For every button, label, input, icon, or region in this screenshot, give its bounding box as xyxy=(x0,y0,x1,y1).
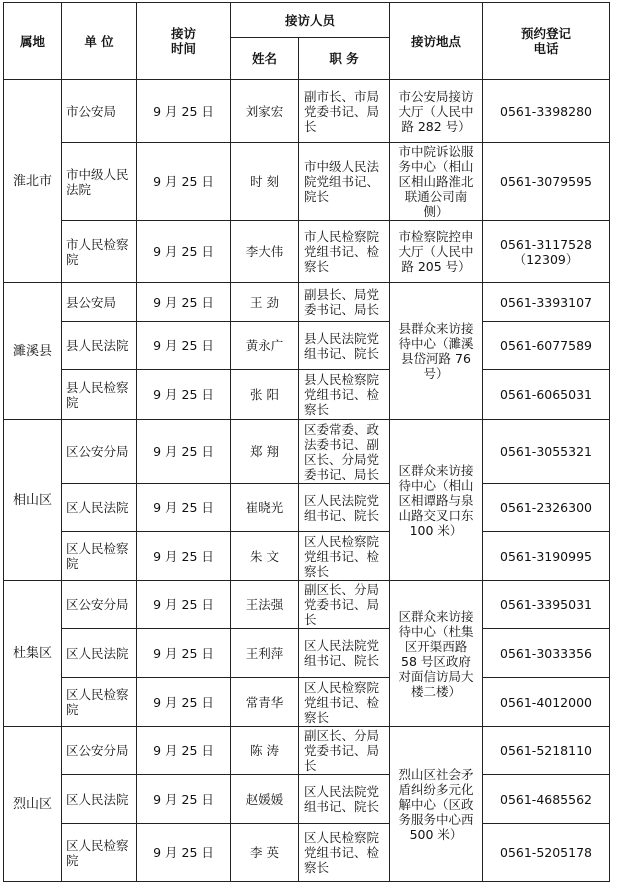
position-cell: 副县长、局党委书记、局长 xyxy=(299,283,390,322)
phone-cell: 0561-5205178 xyxy=(483,824,610,882)
person-cell: 赵媛媛 xyxy=(231,775,299,824)
table-row xyxy=(4,283,610,322)
unit-cell: 县公安局 xyxy=(62,283,137,322)
unit-cell: 县人民法院 xyxy=(62,322,137,370)
phone-cell: 0561-3190995 xyxy=(483,532,610,581)
position-cell: 市人民检察院党组书记、检察长 xyxy=(299,221,390,283)
table-row xyxy=(4,80,610,143)
time-cell: 9 月 25 日 xyxy=(137,775,231,824)
person-cell: 常青华 xyxy=(231,678,299,727)
person-cell: 王利萍 xyxy=(231,629,299,678)
person-cell: 郑 翔 xyxy=(231,420,299,484)
position-cell: 区人民检察院党组书记、检察长 xyxy=(299,678,390,727)
position-cell: 县人民法院党组书记、院长 xyxy=(299,322,390,370)
time-cell: 9 月 25 日 xyxy=(137,678,231,727)
header-phone: 预约登记 电话 xyxy=(483,3,610,80)
unit-cell: 区人民法院 xyxy=(62,629,137,678)
table-row xyxy=(4,678,610,727)
table-row xyxy=(4,322,610,370)
table-row xyxy=(4,484,610,532)
phone-cell: 0561-5218110 xyxy=(483,727,610,775)
time-cell: 9 月 25 日 xyxy=(137,322,231,370)
unit-cell: 区人民检察院 xyxy=(62,678,137,727)
place-cell: 市公安局接访大厅（人民中路 282 号） xyxy=(390,80,483,143)
table-row xyxy=(4,727,610,775)
table-row xyxy=(4,824,610,882)
district-cell: 濉溪县 xyxy=(4,283,62,420)
phone-cell: 0561-3395031 xyxy=(483,581,610,629)
time-cell: 9 月 25 日 xyxy=(137,581,231,629)
time-cell: 9 月 25 日 xyxy=(137,370,231,420)
unit-cell: 区人民法院 xyxy=(62,775,137,824)
header-place: 接访地点 xyxy=(390,3,483,80)
phone-cell: 0561-2326300 xyxy=(483,484,610,532)
place-cell: 区群众来访接待中心（杜集区开渠西路 58 号区政府对面信访局大楼二楼） xyxy=(390,581,483,727)
position-cell: 区人民检察院党组书记、检察长 xyxy=(299,532,390,581)
unit-cell: 区人民检察院 xyxy=(62,532,137,581)
time-cell: 9 月 25 日 xyxy=(137,484,231,532)
table-row xyxy=(4,532,610,581)
time-cell: 9 月 25 日 xyxy=(137,143,231,221)
time-cell: 9 月 25 日 xyxy=(137,824,231,882)
phone-cell: 0561-6065031 xyxy=(483,370,610,420)
reception-schedule xyxy=(3,2,610,882)
table-row xyxy=(4,370,610,420)
table-row xyxy=(4,775,610,824)
header-time: 接访 时间 xyxy=(137,3,231,80)
unit-cell: 区人民检察院 xyxy=(62,824,137,882)
time-cell: 9 月 25 日 xyxy=(137,420,231,484)
place-cell: 烈山区社会矛盾纠纷多元化解中心（区政务服务中心西 500 米） xyxy=(390,727,483,882)
phone-cell: 0561-6077589 xyxy=(483,322,610,370)
unit-cell: 区公安分局 xyxy=(62,581,137,629)
unit-cell: 市中级人民法院 xyxy=(62,143,137,221)
phone-cell: 0561-3117528（12309） xyxy=(483,221,610,283)
person-cell: 时 刻 xyxy=(231,143,299,221)
place-cell: 区群众来访接待中心（相山区相谭路与泉山路交叉口东 100 米） xyxy=(390,420,483,581)
time-cell: 9 月 25 日 xyxy=(137,283,231,322)
header-name: 姓名 xyxy=(231,38,299,80)
position-cell: 县人民检察院党组书记、检察长 xyxy=(299,370,390,420)
person-cell: 黄永广 xyxy=(231,322,299,370)
unit-cell: 区公安分局 xyxy=(62,727,137,775)
unit-cell: 县人民检察院 xyxy=(62,370,137,420)
header-staff: 接访人员 xyxy=(231,3,390,38)
person-cell: 朱 文 xyxy=(231,532,299,581)
unit-cell: 区人民法院 xyxy=(62,484,137,532)
place-cell: 市中院诉讼服务中心（相山区相山路淮北联通公司南侧） xyxy=(390,143,483,221)
header-unit: 单 位 xyxy=(62,3,137,80)
place-cell: 市检察院控申大厅（人民中路 205 号） xyxy=(390,221,483,283)
time-cell: 9 月 25 日 xyxy=(137,629,231,678)
district-cell: 杜集区 xyxy=(4,581,62,727)
time-cell: 9 月 25 日 xyxy=(137,80,231,143)
phone-cell: 0561-4012000 xyxy=(483,678,610,727)
place-cell: 县群众来访接待中心（濉溪县岱河路 76 号） xyxy=(390,283,483,420)
phone-cell: 0561-3033356 xyxy=(483,629,610,678)
person-cell: 李 英 xyxy=(231,824,299,882)
table-row xyxy=(4,581,610,629)
person-cell: 崔晓光 xyxy=(231,484,299,532)
header-position: 职 务 xyxy=(299,38,390,80)
position-cell: 区人民法院党组书记、院长 xyxy=(299,629,390,678)
time-cell: 9 月 25 日 xyxy=(137,532,231,581)
unit-cell: 市人民检察院 xyxy=(62,221,137,283)
person-cell: 刘家宏 xyxy=(231,80,299,143)
phone-cell: 0561-3393107 xyxy=(483,283,610,322)
phone-cell: 0561-3398280 xyxy=(483,80,610,143)
person-cell: 王法强 xyxy=(231,581,299,629)
person-cell: 李大伟 xyxy=(231,221,299,283)
phone-cell: 0561-3055321 xyxy=(483,420,610,484)
phone-cell: 0561-4685562 xyxy=(483,775,610,824)
district-cell: 烈山区 xyxy=(4,727,62,882)
position-cell: 区人民检察院党组书记、检察长 xyxy=(299,824,390,882)
district-cell: 相山区 xyxy=(4,420,62,581)
district-cell: 淮北市 xyxy=(4,80,62,283)
table-row xyxy=(4,629,610,678)
person-cell: 陈 涛 xyxy=(231,727,299,775)
time-cell: 9 月 25 日 xyxy=(137,727,231,775)
reception-table xyxy=(3,2,610,882)
unit-cell: 区公安分局 xyxy=(62,420,137,484)
unit-cell: 市公安局 xyxy=(62,80,137,143)
person-cell: 张 阳 xyxy=(231,370,299,420)
position-cell: 副区长、分局党委书记、局长 xyxy=(299,727,390,775)
position-cell: 市中级人民法院党组书记、院长 xyxy=(299,143,390,221)
phone-cell: 0561-3079595 xyxy=(483,143,610,221)
header-region: 属地 xyxy=(4,3,62,80)
time-cell: 9 月 25 日 xyxy=(137,221,231,283)
position-cell: 区委常委、政法委书记、副区长、分局党委书记、局长 xyxy=(299,420,390,484)
position-cell: 区人民法院党组书记、院长 xyxy=(299,775,390,824)
person-cell: 王 劲 xyxy=(231,283,299,322)
table-row xyxy=(4,143,610,221)
table-row xyxy=(4,420,610,484)
position-cell: 区人民法院党组书记、院长 xyxy=(299,484,390,532)
position-cell: 副区长、分局党委书记、局长 xyxy=(299,581,390,629)
position-cell: 副市长、市局党委书记、局长 xyxy=(299,80,390,143)
table-row xyxy=(4,221,610,283)
